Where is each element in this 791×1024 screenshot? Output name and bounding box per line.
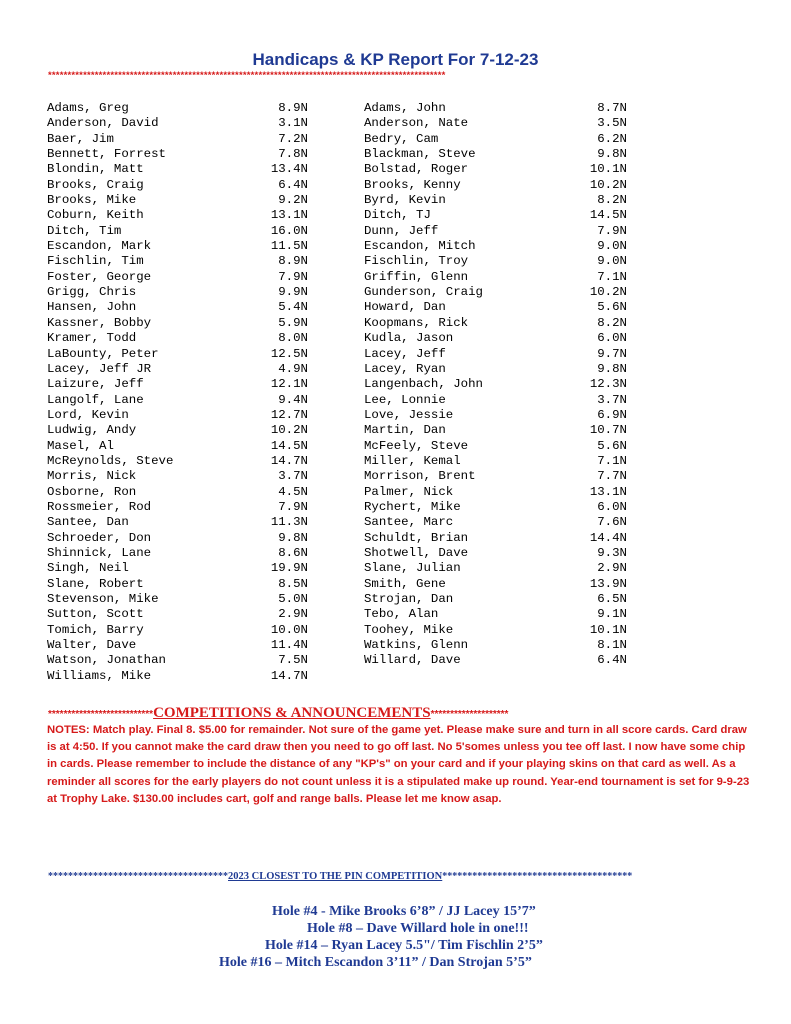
handicap-row	[47, 531, 308, 546]
ctp-result-row	[0, 937, 791, 954]
player-handicap: 13.1N	[270, 208, 308, 223]
player-handicap: 7.1N	[597, 269, 627, 284]
player-name: Masel, Al	[47, 438, 114, 453]
handicap-row	[47, 331, 308, 346]
player-name: Bennett, Forrest	[47, 147, 166, 162]
handicap-row	[364, 623, 627, 638]
player-handicap: 6.4N	[597, 653, 627, 668]
player-handicap: 7.8N	[278, 147, 308, 162]
player-name: Anderson, David	[47, 116, 159, 131]
handicap-row	[364, 147, 627, 162]
player-handicap: 14.5N	[270, 438, 308, 453]
player-name: Watkins, Glenn	[364, 638, 469, 653]
handicap-column-right	[364, 101, 627, 669]
closest-to-pin-results	[0, 903, 791, 971]
player-name: Kramer, Todd	[47, 331, 137, 346]
player-name: Tebo, Alan	[364, 607, 439, 622]
handicap-row	[47, 500, 308, 515]
player-name: Fischlin, Troy	[364, 254, 469, 269]
player-name: Brooks, Craig	[47, 177, 144, 192]
player-handicap: 2.9N	[278, 607, 308, 622]
player-name: Brooks, Mike	[47, 193, 137, 208]
handicap-row	[47, 423, 308, 438]
player-handicap: 8.5N	[278, 576, 308, 591]
handicap-row	[47, 515, 308, 530]
handicap-row	[47, 224, 308, 239]
player-name: Morris, Nick	[47, 469, 137, 484]
handicap-row	[364, 101, 627, 116]
player-name: Griffin, Glenn	[364, 269, 469, 284]
player-name: Lacey, Ryan	[364, 361, 446, 376]
handicap-row	[47, 101, 308, 116]
player-handicap: 5.4N	[278, 300, 308, 315]
player-handicap: 7.9N	[278, 499, 308, 514]
handicap-row	[47, 607, 308, 622]
player-name: Santee, Marc	[364, 515, 454, 530]
handicap-row	[364, 116, 627, 131]
handicap-row	[47, 162, 308, 177]
ctp-result-row	[0, 954, 791, 971]
player-handicap: 6.0N	[597, 499, 627, 514]
player-handicap: 8.1N	[597, 638, 627, 653]
player-handicap: 10.2N	[270, 423, 308, 438]
player-handicap: 13.1N	[589, 484, 627, 499]
player-name: Toohey, Mike	[364, 622, 454, 637]
player-name: Langolf, Lane	[47, 392, 144, 407]
player-handicap: 9.3N	[597, 545, 627, 560]
player-handicap: 8.0N	[278, 331, 308, 346]
ctp-result-text: Hole #14 – Ryan Lacey 5.5"/ Tim Fischlin 2’5”	[265, 938, 543, 953]
player-handicap: 12.5N	[270, 346, 308, 361]
handicap-row	[47, 316, 308, 331]
player-name: Santee, Dan	[47, 515, 129, 530]
player-name: Shotwell, Dave	[364, 545, 469, 560]
player-name: Bedry, Cam	[364, 131, 439, 146]
handicap-row	[47, 300, 308, 315]
player-name: Escandon, Mark	[47, 239, 152, 254]
player-handicap: 3.7N	[597, 392, 627, 407]
handicap-row	[364, 316, 627, 331]
handicap-row	[47, 577, 308, 592]
player-handicap: 10.2N	[589, 285, 627, 300]
player-handicap: 10.0N	[270, 622, 308, 637]
player-handicap: 12.1N	[270, 377, 308, 392]
player-handicap: 8.9N	[278, 101, 308, 115]
handicap-row	[364, 408, 627, 423]
player-name: Ludwig, Andy	[47, 423, 137, 438]
player-name: Gunderson, Craig	[364, 285, 483, 300]
competitions-title: COMPETITIONS & ANNOUNCEMENTS	[153, 705, 431, 721]
handicap-row	[364, 300, 627, 315]
closest-to-pin-header	[48, 870, 748, 884]
handicap-row	[364, 423, 627, 438]
handicap-row	[364, 193, 627, 208]
player-handicap: 14.4N	[589, 530, 627, 545]
ctp-stars-left: ************************************	[48, 871, 228, 882]
player-name: Laizure, Jeff	[47, 377, 144, 392]
player-name: Blackman, Steve	[364, 147, 476, 162]
handicap-row	[364, 515, 627, 530]
player-name: Ditch, Tim	[47, 223, 122, 238]
player-handicap: 9.0N	[597, 239, 627, 254]
competitions-stars-left: ***************************	[48, 709, 154, 720]
ctp-result-text: Hole #4 - Mike Brooks 6’8” / JJ Lacey 15’7”	[272, 904, 536, 919]
player-handicap: 9.0N	[597, 254, 627, 269]
player-name: LaBounty, Peter	[47, 346, 159, 361]
handicap-row	[47, 393, 308, 408]
player-handicap: 12.3N	[589, 377, 627, 392]
handicap-row	[47, 116, 308, 131]
handicap-row	[364, 162, 627, 177]
player-name: Bolstad, Roger	[364, 162, 469, 177]
player-handicap: 7.9N	[278, 269, 308, 284]
player-handicap: 3.5N	[597, 116, 627, 131]
player-handicap: 9.8N	[278, 530, 308, 545]
handicap-row	[47, 239, 308, 254]
player-handicap: 13.4N	[270, 162, 308, 177]
player-handicap: 14.7N	[270, 453, 308, 468]
player-name: Slane, Julian	[364, 561, 461, 576]
handicap-row	[47, 285, 308, 300]
player-name: Howard, Dan	[364, 300, 446, 315]
player-handicap: 3.7N	[278, 469, 308, 484]
player-handicap: 7.9N	[597, 223, 627, 238]
player-name: Anderson, Nate	[364, 116, 469, 131]
handicap-row	[364, 561, 627, 576]
player-name: Martin, Dan	[364, 423, 446, 438]
player-name: Coburn, Keith	[47, 208, 144, 223]
player-handicap: 5.6N	[597, 438, 627, 453]
handicap-row	[364, 469, 627, 484]
player-handicap: 9.8N	[597, 361, 627, 376]
player-name: Escandon, Mitch	[364, 239, 476, 254]
player-name: Schroeder, Don	[47, 530, 152, 545]
handicap-row	[47, 377, 308, 392]
ctp-title: 2023 CLOSEST TO THE PIN COMPETITION	[228, 871, 443, 882]
handicap-row	[364, 454, 627, 469]
player-handicap: 8.9N	[278, 254, 308, 269]
player-name: Baer, Jim	[47, 131, 114, 146]
player-name: Miller, Kemal	[364, 453, 461, 468]
handicap-column-left	[47, 101, 308, 684]
player-handicap: 19.9N	[270, 561, 308, 576]
player-handicap: 5.9N	[278, 315, 308, 330]
handicap-row	[47, 469, 308, 484]
player-name: Stevenson, Mike	[47, 592, 159, 606]
handicap-row	[47, 592, 308, 607]
handicap-row	[364, 531, 627, 546]
player-handicap: 8.2N	[597, 193, 627, 208]
player-name: Adams, Greg	[47, 101, 129, 115]
handicap-row	[47, 439, 308, 454]
handicap-row	[47, 638, 308, 653]
handicap-row	[47, 408, 308, 423]
handicap-row	[47, 669, 308, 684]
handicap-row	[47, 561, 308, 576]
player-name: Morrison, Brent	[364, 469, 476, 484]
handicap-row	[47, 546, 308, 561]
player-handicap: 9.2N	[278, 193, 308, 208]
handicap-row	[364, 132, 627, 147]
handicap-row	[47, 653, 308, 668]
player-handicap: 7.5N	[278, 653, 308, 668]
player-handicap: 14.7N	[270, 668, 308, 683]
player-name: Watson, Jonathan	[47, 653, 166, 668]
competitions-header	[48, 705, 748, 723]
player-name: Hansen, John	[47, 300, 137, 315]
player-handicap: 10.1N	[589, 162, 627, 177]
handicap-row	[364, 607, 627, 622]
player-handicap: 9.4N	[278, 392, 308, 407]
handicap-row	[364, 638, 627, 653]
handicap-row	[47, 347, 308, 362]
player-handicap: 7.1N	[597, 453, 627, 468]
player-handicap: 11.4N	[270, 638, 308, 653]
player-name: Kudla, Jason	[364, 331, 454, 346]
handicap-row	[47, 208, 308, 223]
handicap-row	[47, 254, 308, 269]
player-handicap: 11.5N	[270, 239, 308, 254]
player-handicap: 14.5N	[589, 208, 627, 223]
player-name: Strojan, Dan	[364, 592, 454, 606]
player-handicap: 4.5N	[278, 484, 308, 499]
ctp-result-text: Hole #16 – Mitch Escandon 3’11” / Dan Strojan 5’5”	[219, 955, 532, 970]
player-handicap: 12.7N	[270, 407, 308, 422]
player-name: Blondin, Matt	[47, 162, 144, 177]
player-name: Kassner, Bobby	[47, 315, 152, 330]
player-handicap: 10.2N	[589, 177, 627, 192]
handicap-row	[364, 362, 627, 377]
player-handicap: 2.9N	[597, 561, 627, 576]
handicap-row	[364, 577, 627, 592]
player-handicap: 9.1N	[597, 607, 627, 622]
handicap-row	[47, 454, 308, 469]
handicap-row	[364, 439, 627, 454]
player-name: Dunn, Jeff	[364, 223, 439, 238]
player-name: Osborne, Ron	[47, 484, 137, 499]
player-name: Lacey, Jeff JR	[47, 361, 152, 376]
player-handicap: 3.1N	[278, 116, 308, 131]
handicap-row	[47, 178, 308, 193]
player-handicap: 10.1N	[589, 622, 627, 637]
handicap-row	[47, 623, 308, 638]
player-handicap: 13.9N	[589, 576, 627, 591]
player-name: Rossmeier, Rod	[47, 499, 152, 514]
player-name: McReynolds, Steve	[47, 453, 174, 468]
handicap-row	[364, 592, 627, 607]
player-handicap: 10.7N	[589, 423, 627, 438]
player-name: Grigg, Chris	[47, 285, 137, 300]
handicap-row	[364, 208, 627, 223]
player-name: Langenbach, John	[364, 377, 483, 392]
player-name: Smith, Gene	[364, 576, 446, 591]
handicap-row	[364, 393, 627, 408]
player-name: Sutton, Scott	[47, 607, 144, 622]
player-name: Lacey, Jeff	[364, 346, 446, 361]
handicap-row	[364, 485, 627, 500]
handicap-row	[364, 500, 627, 515]
player-name: Byrd, Kevin	[364, 193, 446, 208]
handicap-row	[364, 347, 627, 362]
player-name: Fischlin, Tim	[47, 254, 144, 269]
player-handicap: 9.8N	[597, 147, 627, 162]
player-name: Koopmans, Rick	[364, 315, 469, 330]
player-handicap: 7.7N	[597, 469, 627, 484]
ctp-stars-right: **************************************	[442, 871, 633, 882]
player-handicap: 11.3N	[270, 515, 308, 530]
title-star-divider: ******************************************************************************************************	[48, 70, 446, 81]
handicap-row	[47, 362, 308, 377]
player-handicap: 9.7N	[597, 346, 627, 361]
player-handicap: 7.2N	[278, 131, 308, 146]
player-handicap: 6.9N	[597, 407, 627, 422]
report-title: Handicaps & KP Report For 7-12-23	[252, 50, 539, 69]
competitions-stars-right: ********************	[430, 709, 509, 720]
player-name: Willard, Dave	[364, 653, 461, 668]
player-handicap: 9.9N	[278, 285, 308, 300]
player-name: Lord, Kevin	[47, 407, 129, 422]
player-handicap: 16.0N	[270, 223, 308, 238]
player-name: Slane, Robert	[47, 576, 144, 591]
handicap-row	[364, 224, 627, 239]
handicap-row	[364, 285, 627, 300]
handicap-row	[364, 546, 627, 561]
player-name: Walter, Dave	[47, 638, 137, 653]
player-name: Ditch, TJ	[364, 208, 431, 223]
handicap-row	[364, 331, 627, 346]
player-handicap: 8.7N	[597, 101, 627, 115]
handicap-row	[364, 377, 627, 392]
player-handicap: 6.4N	[278, 177, 308, 192]
player-name: Adams, John	[364, 101, 446, 115]
player-handicap: 5.0N	[278, 592, 308, 606]
player-handicap: 4.9N	[278, 361, 308, 376]
handicap-row	[364, 653, 627, 668]
player-name: Love, Jessie	[364, 407, 454, 422]
handicap-row	[364, 239, 627, 254]
player-name: Tomich, Barry	[47, 622, 144, 637]
player-handicap: 8.2N	[597, 315, 627, 330]
announcement-notes: NOTES: Match play. Final 8. $5.00 for remainder. Not sure of the game yet. Please make sure and turn in all score cards. Card draw is at 4:50. If you cannot make the card draw then you need to go off last. No 5'somes unless you tee off last. I now have some chip in cards. Please remember to include the distance of any "KP's" on your card and if your playing skins on that card as well. As a reminder all scores for the early players do not count unless it is a stipulated make up round. Year-end tournament is set for 9-9-23 at Trophy Lake. $130.00 includes cart, golf and range balls. Please let me know asap.	[47, 724, 750, 805]
player-name: Lee, Lonnie	[364, 392, 446, 407]
handicap-row	[47, 147, 308, 162]
player-name: Rychert, Mike	[364, 499, 461, 514]
player-handicap: 6.0N	[597, 331, 627, 346]
player-name: Foster, George	[47, 269, 152, 284]
player-name: Schuldt, Brian	[364, 530, 469, 545]
ctp-result-text: Hole #8 – Dave Willard hole in one!!!	[307, 921, 529, 936]
player-name: Singh, Neil	[47, 561, 129, 576]
ctp-result-row	[0, 920, 791, 937]
handicap-row	[47, 193, 308, 208]
handicap-row	[47, 485, 308, 500]
player-name: Williams, Mike	[47, 668, 152, 683]
handicap-row	[47, 270, 308, 285]
handicap-row	[364, 178, 627, 193]
handicap-row	[364, 270, 627, 285]
player-handicap: 7.6N	[597, 515, 627, 530]
player-handicap: 6.2N	[597, 131, 627, 146]
handicap-row	[47, 132, 308, 147]
player-name: Brooks, Kenny	[364, 177, 461, 192]
handicap-row	[364, 254, 627, 269]
ctp-result-row	[0, 903, 791, 920]
player-handicap: 5.6N	[597, 300, 627, 315]
player-handicap: 6.5N	[597, 592, 627, 606]
player-name: Palmer, Nick	[364, 484, 454, 499]
player-name: McFeely, Steve	[364, 438, 469, 453]
player-name: Shinnick, Lane	[47, 545, 152, 560]
player-handicap: 8.6N	[278, 545, 308, 560]
